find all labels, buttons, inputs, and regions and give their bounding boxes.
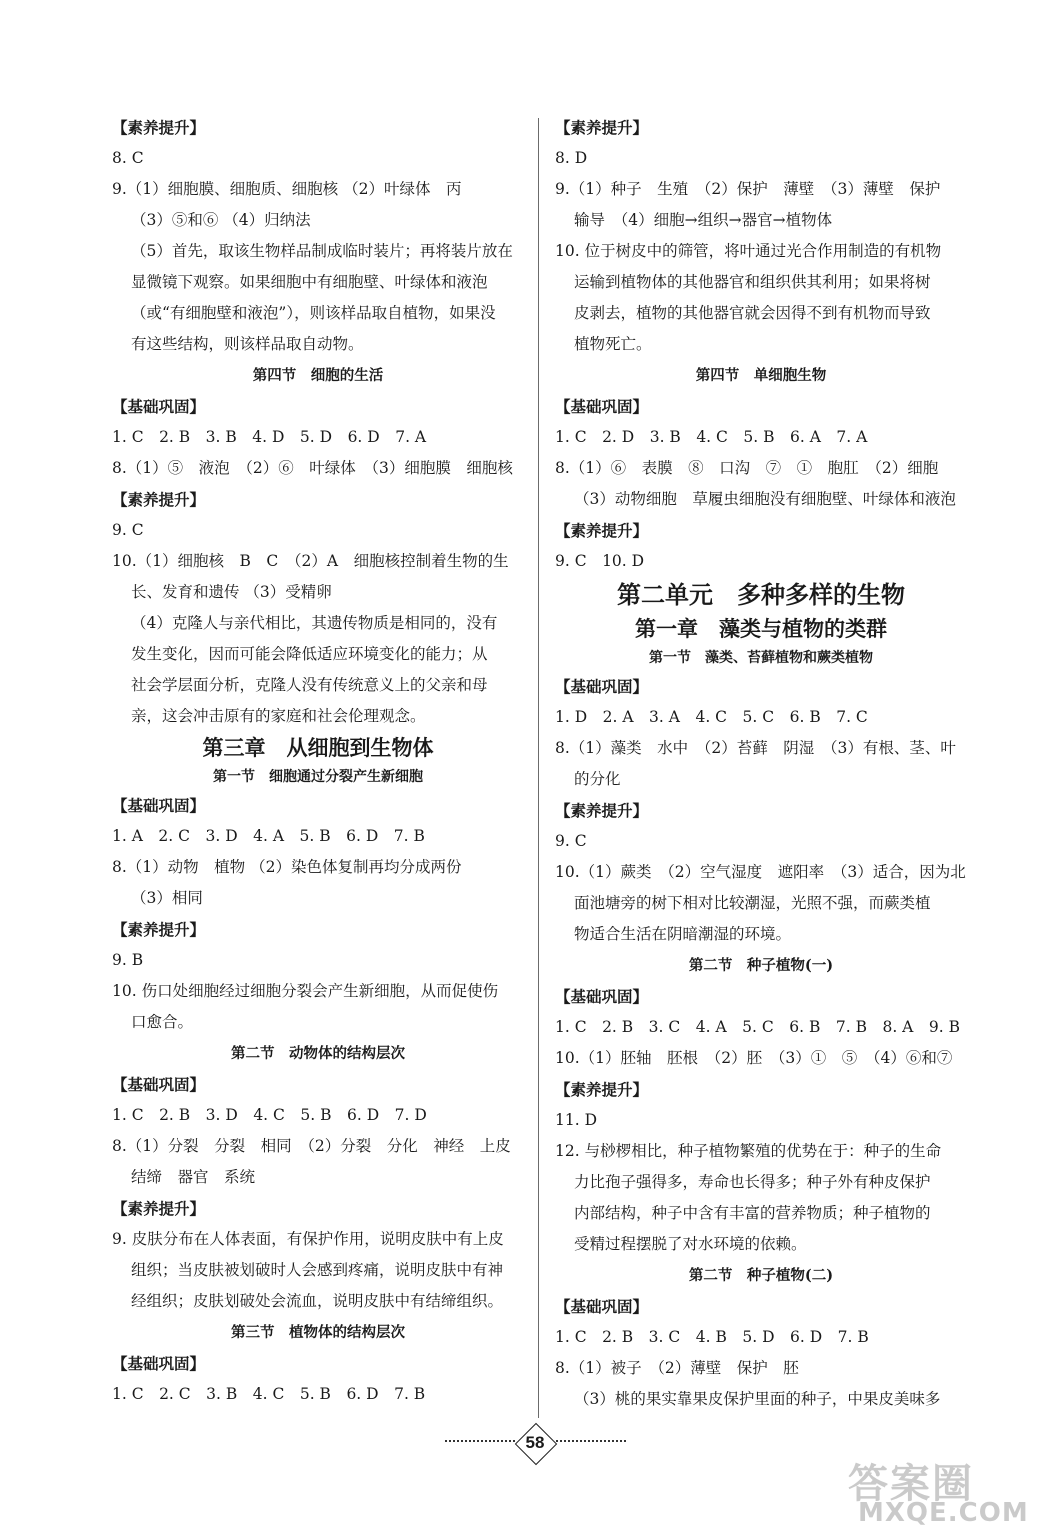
answer-line: 1. D 2. A 3. A 4. C 5. C 6. B 7. C <box>555 708 868 726</box>
answer-line: （3）⑤和⑥ （4）归纳法 <box>131 211 311 229</box>
watermark-top-text: 答案圈 <box>848 1461 974 1507</box>
section-tag: 【基础巩固】 <box>112 397 206 416</box>
answer-line: 皮剥去，植物的其他器官就会因得不到有机物而导致 <box>574 304 931 322</box>
section-heading: 第三节 植物体的结构层次 <box>231 1324 405 1341</box>
section-tag: 【素养提升】 <box>555 1080 649 1099</box>
answer-line: 长、发育和遗传 （3）受精卵 <box>131 583 332 601</box>
answer-line: 10. 位于树皮中的筛管，将叶通过光合作用制造的有机物 <box>555 242 942 260</box>
section-tag: 【基础巩固】 <box>555 677 649 696</box>
answer-line: 9. C <box>112 521 144 539</box>
right-column <box>555 112 967 1415</box>
section-tag: 【素养提升】 <box>112 490 206 509</box>
answer-line: 8.（1）⑤ 液泡 （2）⑥ 叶绿体 （3）细胞膜 细胞核 <box>112 459 513 477</box>
answer-line: 1. C 2. D 3. B 4. C 5. B 6. A 7. A <box>555 428 868 446</box>
answer-line: 8.（1）⑥ 表膜 ⑧ 口沟 ⑦ ① 胞肛 （2）细胞 <box>555 459 939 477</box>
section-heading: 第四节 细胞的生活 <box>252 367 384 384</box>
section-tag: 【素养提升】 <box>555 801 649 820</box>
answer-line: 发生变化，因而可能会降低适应环境变化的能力；从 <box>131 645 488 663</box>
answer-line: 10.（1）细胞核 B C （2）A 细胞核控制着生物的生 <box>112 552 509 570</box>
column-divider <box>538 118 539 1418</box>
answer-line: 的分化 <box>574 770 621 788</box>
section-heading: 第二节 动物体的结构层次 <box>231 1045 405 1062</box>
section-tag: 【素养提升】 <box>112 1199 206 1218</box>
section-tag: 【基础巩固】 <box>555 397 649 416</box>
answer-line: 社会学层面分析，克隆人没有传统意义上的父亲和母 <box>131 676 488 694</box>
answer-line: 经组织；皮肤划破处会流血，说明皮肤中有结缔组织。 <box>131 1292 504 1310</box>
answer-line: 11. D <box>555 1111 598 1129</box>
page-number: 58 <box>525 1433 545 1452</box>
answer-line: 力比孢子强得多，寿命也长得多；种子外有种皮保护 <box>574 1173 931 1191</box>
answer-line: （或“有细胞壁和液泡”），则该样品取自植物，如果没 <box>131 304 496 322</box>
section-tag: 【素养提升】 <box>555 521 649 540</box>
section-heading: 第一节 藻类、苔藓植物和蕨类植物 <box>649 650 873 666</box>
answer-line: 显微镜下观察。如果细胞中有细胞壁、叶绿体和液泡 <box>131 273 488 291</box>
section-tag: 【基础巩固】 <box>112 1354 206 1373</box>
answer-line: （3）桃的果实靠果皮保护里面的种子，中果皮美味多 <box>574 1390 941 1408</box>
answer-line: 8.（1）动物 植物 （2）染色体复制再均分成两份 <box>112 858 462 876</box>
section-tag: 【素养提升】 <box>112 920 206 939</box>
answer-line: 内部结构，种子中含有丰富的营养物质；种子植物的 <box>574 1204 931 1222</box>
answer-line: 10. 伤口处细胞经过细胞分裂会产生新细胞，从而促使伤 <box>112 982 499 1000</box>
answer-line: 有这些结构，则该样品取自动物。 <box>131 335 364 353</box>
answer-line: 8. D <box>555 149 588 167</box>
answer-line: 9.（1）细胞膜、细胞质、细胞核 （2）叶绿体 丙 <box>112 180 462 198</box>
answer-line: 9.（1）种子 生殖 （2）保护 薄壁 （3）薄壁 保护 <box>555 180 941 198</box>
chapter-heading: 第三章 从细胞到生物体 <box>202 735 434 760</box>
answer-line: 口愈合。 <box>131 1013 194 1031</box>
answer-line: （3）动物细胞 草履虫细胞没有细胞壁、叶绿体和液泡 <box>574 490 956 508</box>
answer-line: 9. C 10. D <box>555 552 645 570</box>
answer-line: （5）首先，取该生物样品制成临时装片；再将装片放在 <box>131 242 513 260</box>
answer-line: （4）克隆人与亲代相比，其遗传物质是相同的，没有 <box>131 614 498 632</box>
answer-line: 1. C 2. B 3. D 4. C 5. B 6. D 7. D <box>112 1106 427 1124</box>
answer-line: 9. C <box>555 832 587 850</box>
answer-line: 受精过程摆脱了对水环境的依赖。 <box>574 1235 807 1253</box>
answer-line: 1. C 2. B 3. C 4. A 5. C 6. B 7. B 8. A 9. B <box>555 1018 960 1036</box>
answer-line: 面池塘旁的树下相对比较潮湿，光照不强，而蕨类植 <box>574 894 931 912</box>
answer-line: 结缔 器官 系统 <box>131 1168 256 1186</box>
footer-dots-right <box>556 1440 626 1442</box>
left-column <box>112 112 524 1410</box>
watermark-bottom-text: MXQE.COM <box>858 1498 1029 1528</box>
answer-line: 物适合生活在阴暗潮湿的环境。 <box>574 925 792 943</box>
answer-line: 1. C 2. B 3. B 4. D 5. D 6. D 7. A <box>112 428 427 446</box>
answer-line: 10.（1）胚轴 胚根 （2）胚 （3）① ⑤ （4）⑥和⑦ <box>555 1049 953 1067</box>
answer-line: 植物死亡。 <box>574 335 652 353</box>
answer-line: 运输到植物体的其他器官和组织供其利用；如果将树 <box>574 273 931 291</box>
answer-line: 1. C 2. B 3. C 4. B 5. D 6. D 7. B <box>555 1328 869 1346</box>
section-heading: 第二节 种子植物(二) <box>688 1267 834 1284</box>
answer-line: 输导 （4）细胞→组织→器官→植物体 <box>574 211 833 229</box>
section-heading: 第二节 种子植物(一) <box>688 957 834 974</box>
answer-line: 9. 皮肤分布在人体表面，有保护作用，说明皮肤中有上皮 <box>112 1230 504 1248</box>
section-tag: 【基础巩固】 <box>112 1075 206 1094</box>
section-tag: 【基础巩固】 <box>555 987 649 1006</box>
answer-line: 8.（1）被子 （2）薄壁 保护 胚 <box>555 1359 799 1377</box>
section-tag: 【基础巩固】 <box>555 1297 649 1316</box>
watermark-logo <box>848 1452 1028 1532</box>
section-tag: 【素养提升】 <box>112 118 206 137</box>
answer-line: 8.（1）分裂 分裂 相同 （2）分裂 分化 神经 上皮 <box>112 1137 511 1155</box>
section-tag: 【基础巩固】 <box>112 796 206 815</box>
answer-line: 9. B <box>112 951 144 969</box>
section-tag: 【素养提升】 <box>555 118 649 137</box>
answer-line: 10.（1）蕨类 （2）空气湿度 遮阳率 （3）适合，因为北 <box>555 863 966 881</box>
answer-line: 1. A 2. C 3. D 4. A 5. B 6. D 7. B <box>112 827 425 845</box>
answer-line: 1. C 2. C 3. B 4. C 5. B 6. D 7. B <box>112 1385 426 1403</box>
chapter-heading: 第一章 藻类与植物的类群 <box>635 616 887 641</box>
answer-line: 亲，这会冲击原有的家庭和社会伦理观念。 <box>131 707 426 725</box>
section-heading: 第四节 单细胞生物 <box>695 367 827 384</box>
answer-line: （3）相同 <box>131 889 203 907</box>
answer-line: 8. C <box>112 149 144 167</box>
unit-heading: 第二单元 多种多样的生物 <box>617 580 905 609</box>
section-heading: 第一节 细胞通过分裂产生新细胞 <box>213 769 423 785</box>
footer-dots-left <box>445 1440 515 1442</box>
answer-line: 12. 与桫椤相比，种子植物繁殖的优势在于：种子的生命 <box>555 1142 942 1160</box>
answer-line: 组织；当皮肤被划破时人会感到疼痛，说明皮肤中有神 <box>131 1261 504 1279</box>
answer-line: 8.（1）藻类 水中 （2）苔藓 阴湿 （3）有根、茎、叶 <box>555 739 956 757</box>
